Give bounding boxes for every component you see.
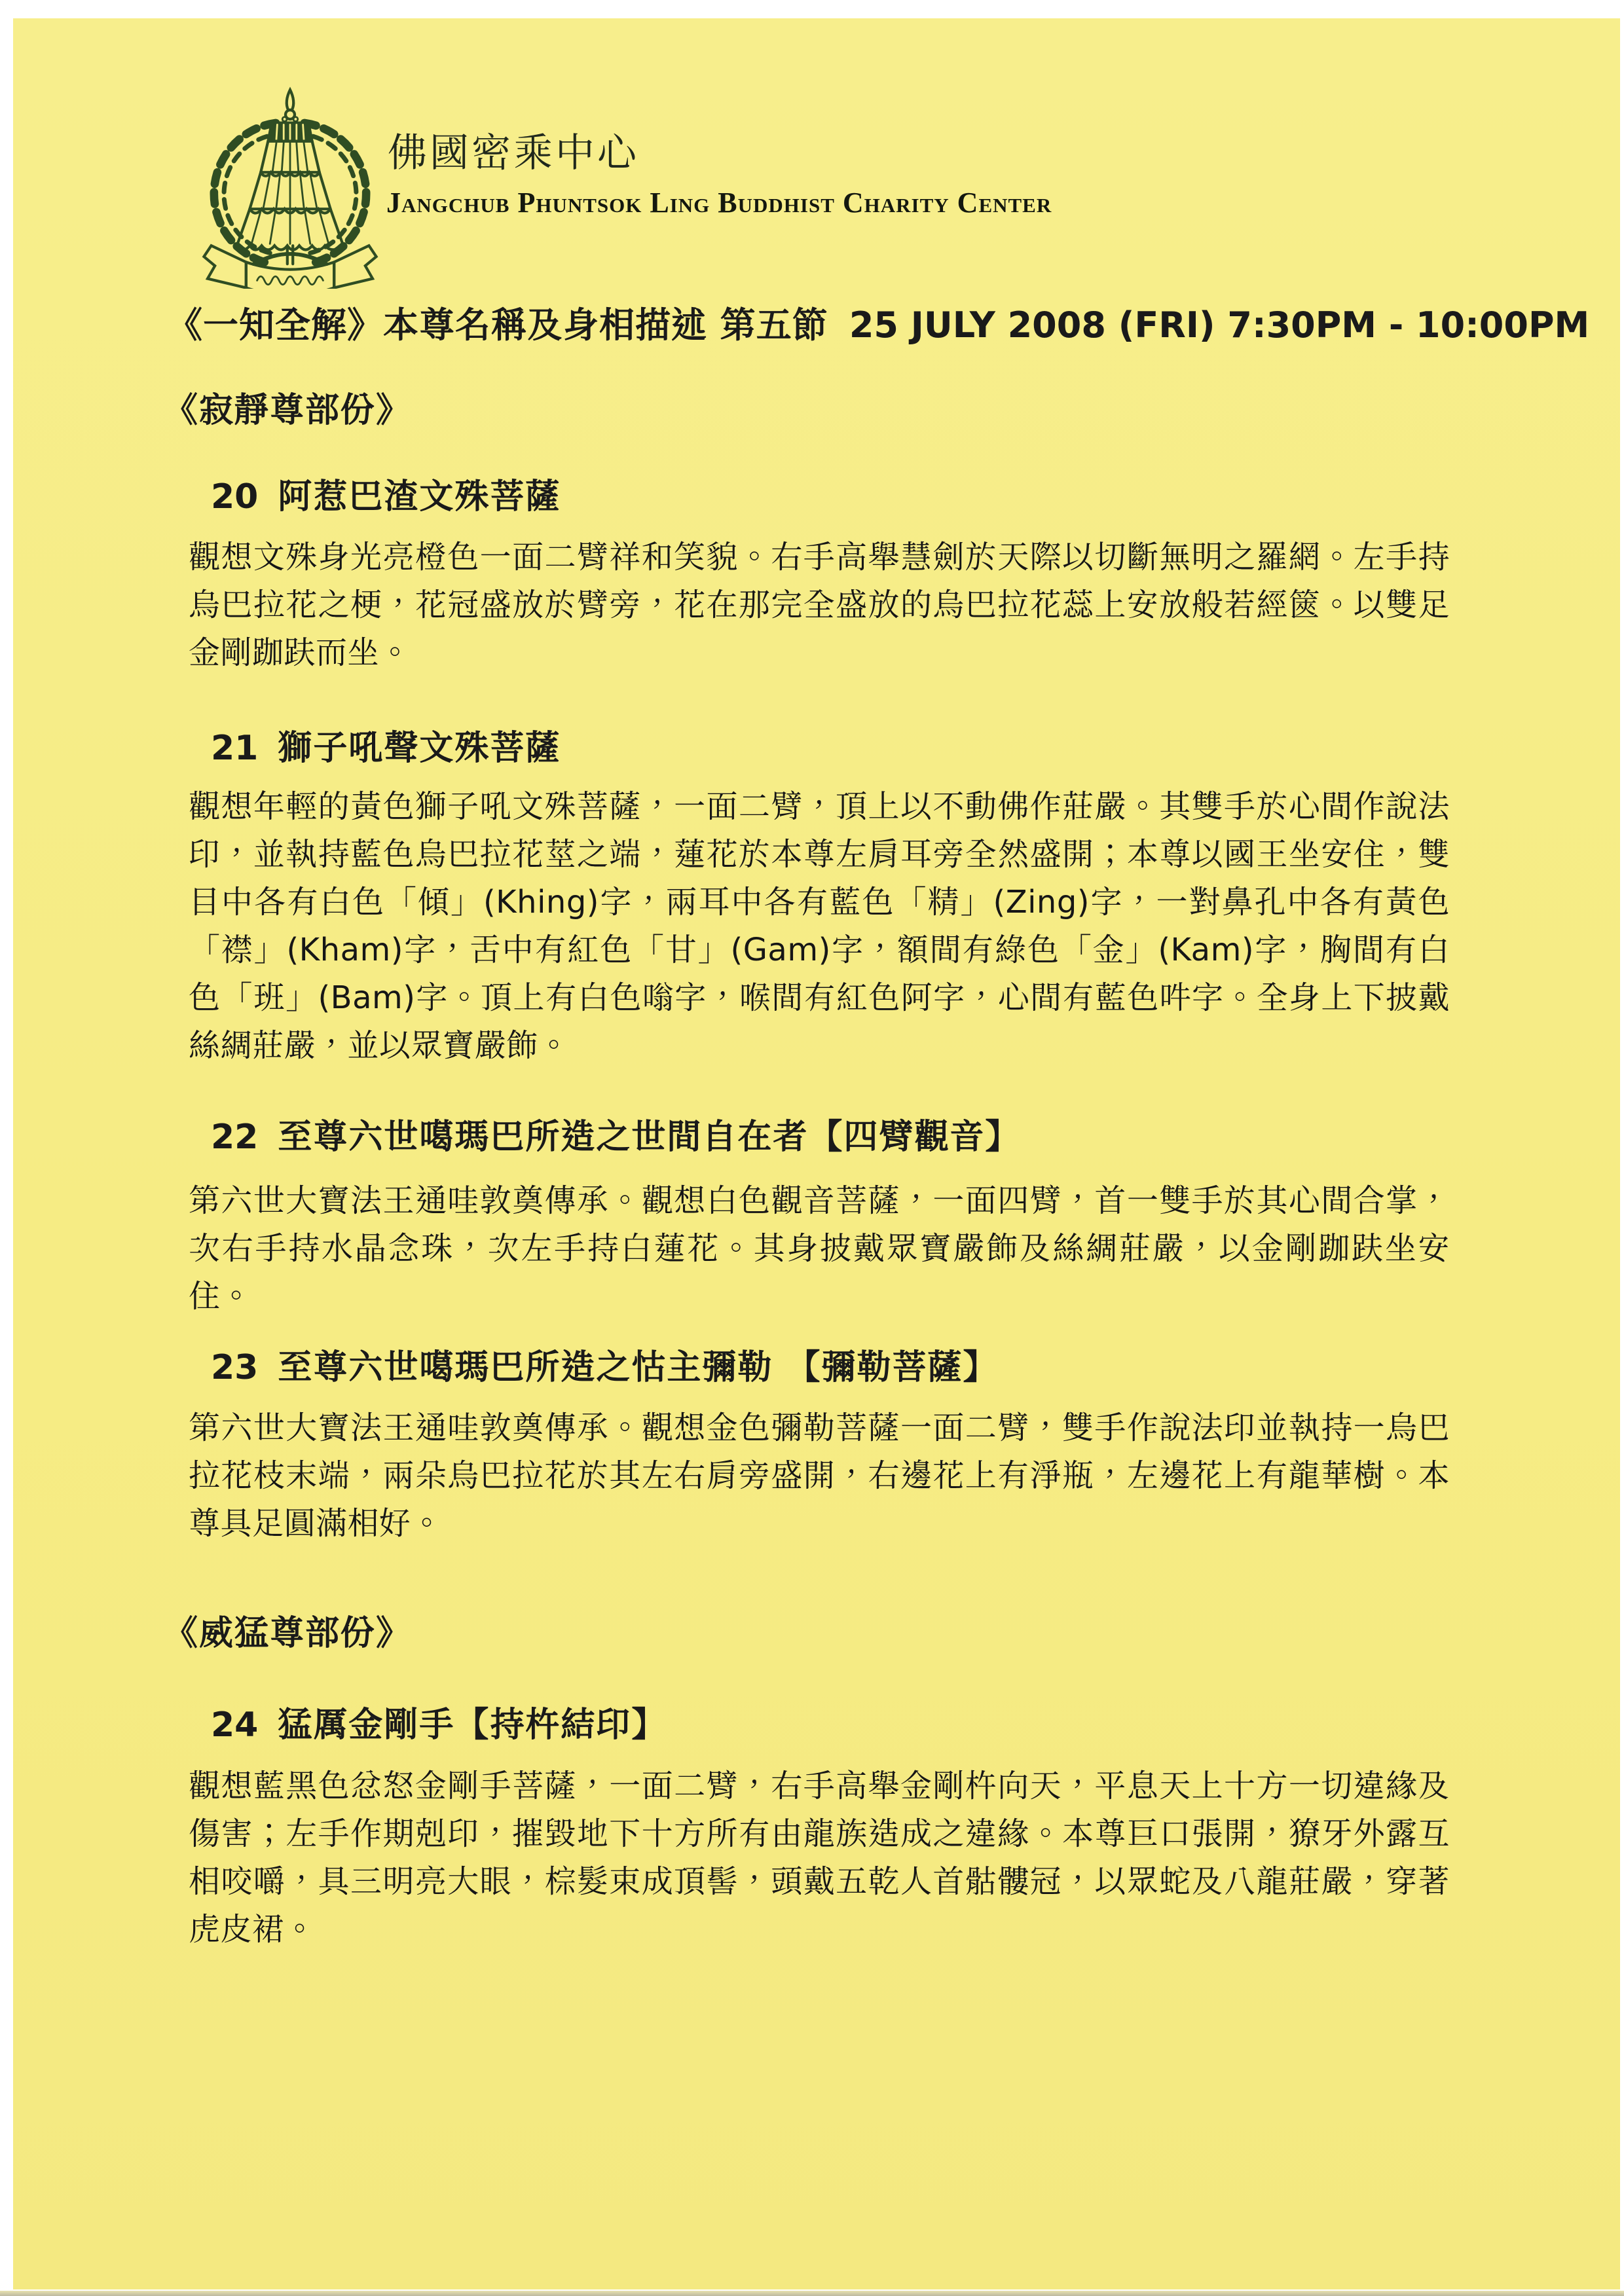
- entry-number: 20: [211, 477, 259, 517]
- entry-heading-20: [211, 477, 561, 517]
- part-label-wrathful-deities: 《威猛尊部份》: [164, 1614, 412, 1653]
- victory-banner-wreath-emblem-icon: [198, 82, 382, 289]
- scan-bottom-edge: [0, 2291, 1624, 2296]
- entry-body-21: 觀想年輕的黃色獅子吼文殊菩薩，一面二臂，頂上以不動佛作莊嚴。其雙手於心間作說法印，並執持藍色烏巴拉花莖之端，蓮花於本尊左肩耳旁全然盛開；本尊以國王坐安住，雙目中各有白色「傾」(Khing)字，兩耳中各有藍色「精」(Zing)字，一對鼻孔中各有黃色「襟」(Kham)字，舌中有紅色「甘」(Gam)字，額間有綠色「金」(Kam)字，胸間有白色「班」(Bam)字。頂上有白色嗡字，喉間有紅色阿字，心間有藍色吽字。全身上下披戴絲綢莊嚴，並以眾寶嚴飾。: [189, 788, 1450, 1064]
- document-title-datetime: 25 JULY 2008 (FRI) 7:30PM - 10:00PM: [849, 304, 1590, 346]
- entry-number: 22: [211, 1118, 259, 1157]
- entry-heading-22: [211, 1117, 1020, 1157]
- entry-body-22: 第六世大寶法王通哇敦奠傳承。觀想白色觀音菩薩，一面四臂，首一雙手於其心間合掌，次右手持水晶念珠，次左手持白蓮花。其身披戴眾寶嚴飾及絲綢莊嚴，以金剛跏趺坐安住。: [189, 1182, 1450, 1315]
- document-title: [167, 301, 1589, 350]
- entry-title: 獅子吼聲文殊菩薩: [278, 729, 561, 768]
- part-label-peaceful-deities: 《寂靜尊部份》: [164, 391, 412, 430]
- entry-body-23: 第六世大寶法王通哇敦奠傳承。觀想金色彌勒菩薩一面二臂，雙手作說法印並執持一烏巴拉花枝末端，兩朵烏巴拉花於其左右肩旁盛開，右邊花上有淨瓶，左邊花上有龍華樹。本尊具足圓滿相好。: [189, 1410, 1450, 1542]
- entry-number: 23: [211, 1348, 259, 1387]
- entry-heading-23: [211, 1347, 998, 1388]
- document-title-chinese: 《一知全解》本尊名稱及身相描述 第五節: [167, 304, 828, 346]
- entry-number: 24: [211, 1705, 259, 1745]
- entry-title: 至尊六世噶瑪巴所造之怙主彌勒 【彌勒菩薩】: [278, 1348, 999, 1387]
- entry-title: 阿惹巴渣文殊菩薩: [278, 477, 561, 517]
- entry-body-24: 觀想藍黑色忿怒金剛手菩薩，一面二臂，右手高舉金剛杵向天，平息天上十方一切違緣及傷害；左手作期剋印，摧毀地下十方所有由龍族造成之違緣。本尊巨口張開，獠牙外露互相咬嚼，具三明亮大眼，棕髮束成頂髻，頭戴五乾人首骷髏冠，以眾蛇及八龍莊嚴，穿著虎皮裙。: [189, 1768, 1450, 1948]
- entry-title: 至尊六世噶瑪巴所造之世間自在者【四臂觀音】: [278, 1118, 1021, 1157]
- entry-number: 21: [211, 729, 259, 768]
- entry-body-20: 觀想文殊身光亮橙色一面二臂祥和笑貌。右手高舉慧劍於天際以切斷無明之羅網。左手持烏巴拉花之梗，花冠盛放於臂旁，花在那完全盛放的烏巴拉花蕊上安放般若經篋。以雙足金剛跏趺而坐。: [189, 539, 1450, 671]
- entry-heading-24: [211, 1705, 667, 1745]
- org-name-chinese: 佛國密乘中心: [388, 130, 639, 176]
- entry-title: 猛厲金剛手【持杵結印】: [278, 1705, 667, 1745]
- charity-center-logo: [198, 82, 382, 289]
- entry-heading-21: [211, 728, 561, 769]
- org-name-english: Jangchub Phuntsok Ling Buddhist Charity Center: [386, 187, 1052, 219]
